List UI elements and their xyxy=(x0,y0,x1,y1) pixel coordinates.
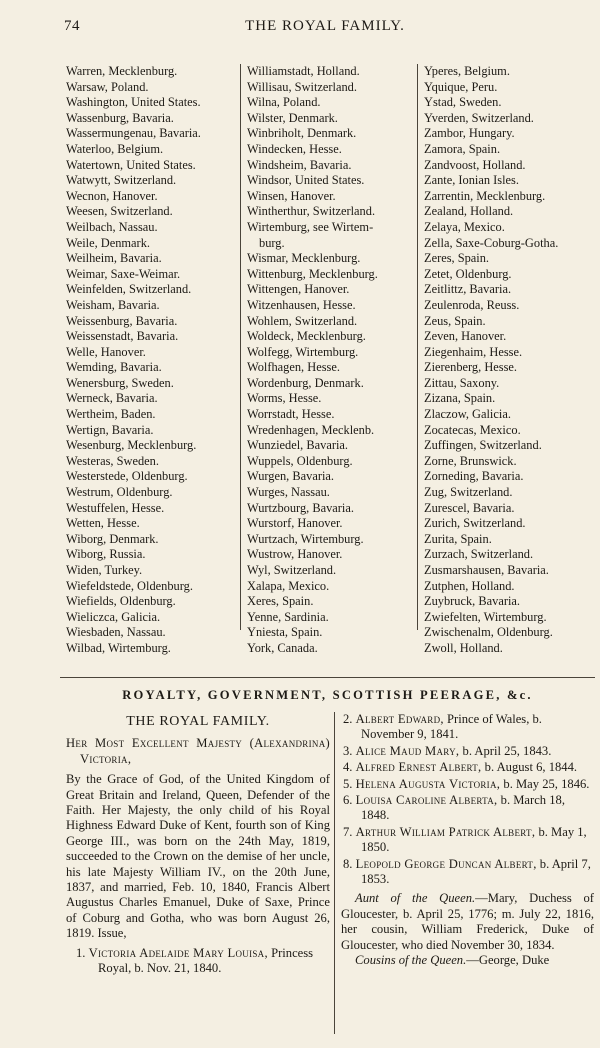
gazetteer-entry: Wuppels, Oldenburg. xyxy=(247,453,353,468)
gazetteer-entry: Wassenburg, Bavaria. xyxy=(66,110,174,125)
gazetteer-entry: Wilbad, Wirtemburg. xyxy=(66,640,171,655)
gazetteer-entry: Wassermungenau, Bavaria. xyxy=(66,126,201,141)
gazetteer-entry: Wesenburg, Mecklenburg. xyxy=(66,438,197,453)
gazetteer-entry: Wirtemburg, see Wirtem- xyxy=(247,219,374,234)
gazetteer-entry: Xalapa, Mexico. xyxy=(247,578,330,593)
gazetteer-entry: Wilster, Denmark. xyxy=(247,110,338,125)
gazetteer-entry: Yenne, Sardinia. xyxy=(247,609,329,624)
gazetteer-entry: Yperes, Belgium. xyxy=(424,64,510,78)
gazetteer-entry: Waterloo, Belgium. xyxy=(66,141,164,156)
gazetteer-entry: Wetten, Hesse. xyxy=(66,516,140,531)
gazetteer-entry: Worrstadt, Hesse. xyxy=(247,407,335,422)
gazetteer-entry: Wiesbaden, Nassau. xyxy=(66,625,166,640)
gazetteer-column-1 xyxy=(66,64,238,657)
gazetteer-entry: Worms, Hesse. xyxy=(247,391,322,406)
gazetteer-entry: Zetet, Oldenburg. xyxy=(424,266,512,281)
gazetteer-entry: Windsor, United States. xyxy=(247,173,365,188)
aunt-text: —Mary, Duchess of Gloucester, b. April 25, 1776; m. July 22, 1816, her cousin, William Frederick, Duke of Gloucester, who died November 30, 1834. xyxy=(341,891,594,952)
issue-name: Arthur William Patrick Albert, xyxy=(355,824,536,839)
gazetteer-entry: Zwischenalm, Oldenburg. xyxy=(424,625,553,640)
gazetteer-entry: Zurzach, Switzerland. xyxy=(424,547,534,562)
issue-number: 4. xyxy=(343,760,353,775)
section-rule xyxy=(60,677,595,678)
issue-detail: b. March 18, 1848. xyxy=(361,793,565,823)
column-divider xyxy=(417,64,418,630)
gazetteer-entry: Zella, Saxe-Coburg-Gotha. xyxy=(424,235,559,250)
cousins-of-queen xyxy=(341,953,594,968)
gazetteer-entry: Wintherthur, Switzerland. xyxy=(247,204,376,219)
gazetteer-entry: Windsheim, Bavaria. xyxy=(247,157,352,172)
gazetteer-entry: Weesen, Switzerland. xyxy=(66,204,173,219)
issue-number: 1. xyxy=(76,945,86,960)
gazetteer-entry: Washington, United States. xyxy=(66,95,201,110)
gazetteer-column-2 xyxy=(247,64,414,657)
issue-item-6 xyxy=(341,793,594,824)
gazetteer-entry: Westuffelen, Hesse. xyxy=(66,500,165,515)
issue-detail: b. August 6, 1844. xyxy=(484,760,578,775)
gazetteer-entry: Zusmarshausen, Bavaria. xyxy=(424,563,549,577)
column-divider xyxy=(240,64,241,630)
gazetteer-entry: Watertown, United States. xyxy=(66,157,196,172)
gazetteer-entry: Yniesta, Spain. xyxy=(247,625,323,640)
gazetteer-entry: Wustrow, Hanover. xyxy=(247,547,343,562)
gazetteer-entry: Wiefields, Oldenburg. xyxy=(66,594,176,609)
aunt-of-queen xyxy=(341,891,594,953)
gazetteer-entry: York, Canada. xyxy=(247,640,318,655)
royal-family-right-column xyxy=(341,712,594,969)
gazetteer-entry: Wiborg, Denmark. xyxy=(66,531,159,546)
running-title: THE ROYAL FAMILY. xyxy=(245,18,405,34)
gazetteer-entry: Weilbach, Nassau. xyxy=(66,219,158,234)
gazetteer-entry: Westerstede, Oldenburg. xyxy=(66,469,188,484)
gazetteer-entry: Xeres, Spain. xyxy=(247,594,314,609)
issue-item-2 xyxy=(341,712,594,743)
gazetteer-entry: Zizana, Spain. xyxy=(424,391,496,406)
issue-number: 2. xyxy=(343,712,353,726)
royal-family-title: THE ROYAL FAMILY. xyxy=(126,714,270,729)
gazetteer-entry: Zwiefelten, Wirtemburg. xyxy=(424,609,547,624)
gazetteer-entry: Willisau, Switzerland. xyxy=(247,79,357,94)
queen-title: Her Most Excellent Majesty (Alexandrina) Victoria, xyxy=(66,736,330,766)
gazetteer-entry: Witzenhausen, Hesse. xyxy=(247,297,356,312)
gazetteer-entry: Wertheim, Baden. xyxy=(66,407,156,422)
gazetteer-entry: Werneck, Bavaria. xyxy=(66,391,158,406)
gazetteer-entry: Weinfelden, Switzerland. xyxy=(66,282,192,297)
gazetteer-entry: Weisham, Bavaria. xyxy=(66,297,160,312)
gazetteer-entry: Warsaw, Poland. xyxy=(66,79,149,94)
gazetteer-entry: Weissenburg, Bavaria. xyxy=(66,313,178,328)
issue-name: Leopold George Duncan Albert, xyxy=(355,856,537,871)
gazetteer-entry: Woldeck, Mecklenburg. xyxy=(247,329,366,344)
gazetteer-entry: Weile, Denmark. xyxy=(66,235,150,250)
gazetteer-entry: Ystad, Sweden. xyxy=(424,95,502,110)
column-divider xyxy=(334,712,335,1034)
gazetteer-entry: Williamstadt, Holland. xyxy=(247,64,360,78)
gazetteer-entry: Zante, Ionian Isles. xyxy=(424,173,519,188)
gazetteer-entry: Wismar, Mecklenburg. xyxy=(247,251,361,266)
gazetteer-entry: Wertign, Bavaria. xyxy=(66,422,154,437)
issue-name: Helena Augusta Victoria, xyxy=(355,776,501,791)
gazetteer-entry: Zurescel, Bavaria. xyxy=(424,500,515,515)
gazetteer-entry: Zeven, Hanover. xyxy=(424,329,507,344)
gazetteer-entry: Wurstorf, Hanover. xyxy=(247,516,343,531)
gazetteer-entry: Zurita, Spain. xyxy=(424,531,492,546)
gazetteer-entry: Wenersburg, Sweden. xyxy=(66,375,174,390)
gazetteer-entry: Zug, Switzerland. xyxy=(424,485,513,500)
issue-number: 8. xyxy=(343,856,353,871)
gazetteer-entry: Westeras, Sweden. xyxy=(66,453,159,468)
issue-name: Louisa Caroline Alberta, xyxy=(355,793,498,808)
issue-detail: b. April 7, 1853. xyxy=(361,856,591,887)
gazetteer-entry: Zeitlittz, Bavaria. xyxy=(424,282,512,297)
queen-paragraph: By the Grace of God, of the United Kingdom of Great Britain and Ireland, Queen, Defender of the Faith. Her Majesty, the only child of his Royal Highness Edward Duke of Kent, fourth son of King George III., was born on the 24th May, 1819, succeeded to the Crown on the demise of her uncle, his late Majesty William IV., on the 20th June, 1837, and married, Feb. 10, 1840, Francis Albert Augustus Charles Emanuel, Duke of Saxe, Prince of Coburg and Gotha, who was born August 26, 1819. Issue, xyxy=(66,772,330,941)
gazetteer-entry: Zeres, Spain. xyxy=(424,251,490,266)
gazetteer-entry: Wunziedel, Bavaria. xyxy=(247,438,348,453)
gazetteer-entry: Wemding, Bavaria. xyxy=(66,360,162,375)
gazetteer-entry: Wurges, Nassau. xyxy=(247,485,330,500)
gazetteer-entry: Wiborg, Russia. xyxy=(66,547,146,562)
issue-detail: Princess Royal, b. Nov. 21, 1840. xyxy=(98,945,314,976)
gazetteer-entry: Zorne, Brunswick. xyxy=(424,453,517,468)
gazetteer-entry: Wohlem, Switzerland. xyxy=(247,313,358,328)
issue-item-8 xyxy=(341,857,594,888)
issue-name: Albert Edward, xyxy=(355,712,444,726)
gazetteer-entry: Wordenburg, Denmark. xyxy=(247,375,364,390)
issue-detail: b. April 25, 1843. xyxy=(462,743,552,758)
gazetteer-entry: Warren, Mecklenburg. xyxy=(66,64,178,78)
issue-detail: b. May 1, 1850. xyxy=(361,824,587,855)
gazetteer-entry: Wredenhagen, Mecklenb. xyxy=(247,422,375,437)
gazetteer-entry: Wittengen, Hanover. xyxy=(247,282,350,297)
gazetteer-entry: Zwoll, Holland. xyxy=(424,640,503,655)
gazetteer-entry: Weimar, Saxe-Weimar. xyxy=(66,266,181,281)
issue-item-5 xyxy=(341,777,594,792)
gazetteer-entry: Welle, Hanover. xyxy=(66,344,146,359)
issue-detail: b. May 25, 1846. xyxy=(503,776,590,791)
issue-name: Alfred Ernest Albert, xyxy=(355,760,482,775)
issue-item-3 xyxy=(341,744,594,759)
gazetteer-entry: Weissenstadt, Bavaria. xyxy=(66,329,179,344)
issue-name: Alice Maud Mary, xyxy=(355,743,460,758)
issue-number: 5. xyxy=(343,776,353,791)
gazetteer-entry: Westrum, Oldenburg. xyxy=(66,485,173,500)
issue-item-7 xyxy=(341,825,594,856)
gazetteer-entry: Zlaczow, Galicia. xyxy=(424,407,511,422)
gazetteer-entry: Zutphen, Holland. xyxy=(424,578,515,593)
issue-number: 7. xyxy=(343,824,353,839)
gazetteer-entry: Weilheim, Bavaria. xyxy=(66,251,162,266)
issue-detail: Prince of Wales, b. November 9, 1841. xyxy=(361,712,542,742)
gazetteer-entry: Zurich, Switzerland. xyxy=(424,516,526,531)
aunt-label: Aunt of the Queen. xyxy=(355,891,476,906)
gazetteer-entry: Zittau, Saxony. xyxy=(424,375,500,390)
gazetteer-entry: Winsen, Hanover. xyxy=(247,188,336,203)
gazetteer-entry: Wieliczca, Galicia. xyxy=(66,609,161,624)
section-heading: ROYALTY, GOVERNMENT, SCOTTISH PEERAGE, &c. xyxy=(122,688,533,702)
royal-family-left-column xyxy=(66,712,330,977)
gazetteer-entry: Zamora, Spain. xyxy=(424,141,501,156)
issue-item-4 xyxy=(341,760,594,775)
gazetteer-entry: Watwytt, Switzerland. xyxy=(66,173,177,188)
issue-name: Victoria Adelaide Mary Louisa, xyxy=(88,945,268,960)
issue-item-1 xyxy=(66,946,330,977)
gazetteer-entry: Windecken, Hesse. xyxy=(247,141,342,156)
gazetteer-entry: Zeulenroda, Reuss. xyxy=(424,297,520,312)
gazetteer-entry: Zorneding, Bavaria. xyxy=(424,469,524,484)
cousins-text: —George, Duke xyxy=(466,953,550,968)
gazetteer-entry: Wittenburg, Mecklenburg. xyxy=(247,266,378,281)
gazetteer-entry: Zierenberg, Hesse. xyxy=(424,360,518,375)
gazetteer-entry: Wecnon, Hanover. xyxy=(66,188,158,203)
gazetteer-entry: Zambor, Hungary. xyxy=(424,126,515,141)
gazetteer-entry: Yquique, Peru. xyxy=(424,79,498,94)
gazetteer-entry: Wilna, Poland. xyxy=(247,95,321,110)
gazetteer-entry: burg. xyxy=(259,235,285,250)
issue-number: 3. xyxy=(343,743,353,758)
gazetteer-entry: Wurtzach, Wirtemburg. xyxy=(247,531,364,546)
gazetteer-entry: Zuffingen, Switzerland. xyxy=(424,438,542,453)
gazetteer-entry: Ziegenhaim, Hesse. xyxy=(424,344,523,359)
gazetteer-entry: Wyl, Switzerland. xyxy=(247,563,337,577)
cousins-label: Cousins of the Queen. xyxy=(355,953,467,968)
gazetteer-entry: Widen, Turkey. xyxy=(66,563,143,577)
gazetteer-column-3 xyxy=(424,64,594,657)
gazetteer-entry: Wolfegg, Wirtemburg. xyxy=(247,344,359,359)
gazetteer-entry: Zocatecas, Mexico. xyxy=(424,422,521,437)
gazetteer-entry: Wolfhagen, Hesse. xyxy=(247,360,340,375)
gazetteer-entry: Zelaya, Mexico. xyxy=(424,219,505,234)
gazetteer-entry: Wurgen, Bavaria. xyxy=(247,469,335,484)
issue-list xyxy=(341,712,594,887)
gazetteer-entry: Yverden, Switzerland. xyxy=(424,110,534,125)
gazetteer-entry: Zeus, Spain. xyxy=(424,313,486,328)
gazetteer-entry: Wiefeldstede, Oldenburg. xyxy=(66,578,193,593)
gazetteer-entry: Zuybruck, Bavaria. xyxy=(424,594,520,609)
page-header xyxy=(60,18,590,40)
page-number: 74 xyxy=(64,18,80,34)
gazetteer-entry: Zealand, Holland. xyxy=(424,204,514,219)
gazetteer-entry: Zandvoost, Holland. xyxy=(424,157,526,172)
issue-number: 6. xyxy=(343,793,353,808)
gazetteer-entry: Winbriholt, Denmark. xyxy=(247,126,357,141)
gazetteer-entry: Wurtzbourg, Bavaria. xyxy=(247,500,354,515)
gazetteer-entry: Zarrentin, Mecklenburg. xyxy=(424,188,546,203)
